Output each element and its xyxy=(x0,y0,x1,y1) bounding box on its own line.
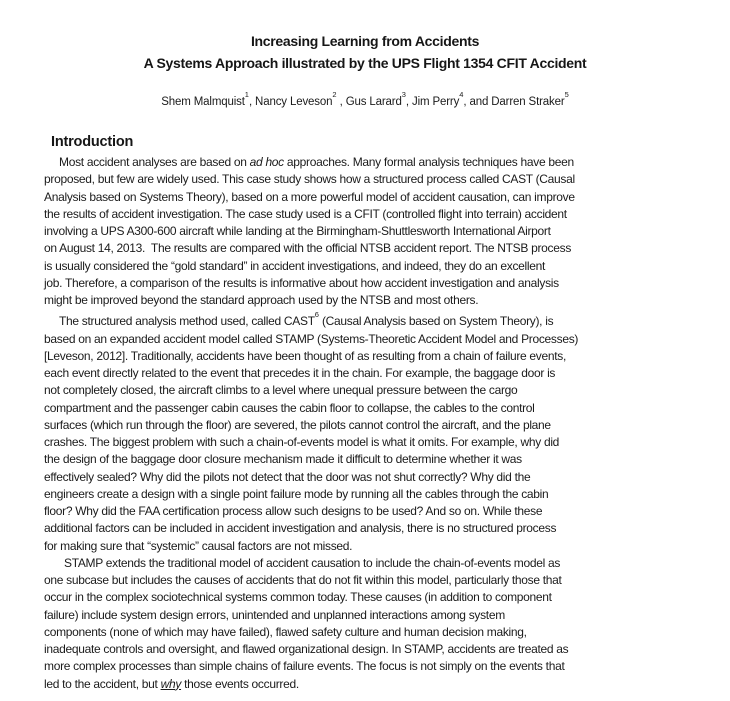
paper-title-line2: A Systems Approach illustrated by the UPS Flight 1354 CFIT Accident xyxy=(143,55,587,71)
text-line: based on an expanded accident model called STAMP (Systems-Theoretic Accident Model and Processes) xyxy=(44,331,579,346)
text-line: job. Therefore, a comparison of the results is informative about how accident investigation and analysis xyxy=(44,275,559,290)
text-line: is usually considered the “gold standard” in accident investigations, and indeed, they do an excellent xyxy=(44,258,546,273)
paper-title xyxy=(0,30,730,74)
text-line: involving a UPS A300-600 aircraft while landing at the Birmingham-Shuttlesworth International Airport xyxy=(44,224,551,238)
text-line: the results of accident investigation. The case study used is a CFIT (controlled flight into terrain) accident xyxy=(44,206,567,221)
text-line xyxy=(44,309,704,330)
text-line: not completely closed, the aircraft climbs to a level where unequal pressure between the cargo xyxy=(44,383,518,398)
text-line xyxy=(44,676,704,693)
paragraph-2 xyxy=(44,309,704,555)
text-line: compartment and the passenger cabin causes the cabin floor to collapse, the cables to the control xyxy=(44,400,535,415)
text-line: on August 14, 2013. The results are compared with the official NTSB accident report. The NTSB process xyxy=(44,241,572,256)
author-name: , Jim Perry xyxy=(405,95,460,108)
paragraph-1 xyxy=(44,154,704,309)
text-run: Most accident analyses are based on xyxy=(59,155,250,169)
section-heading-introduction: Introduction xyxy=(51,134,134,150)
text-line: for making sure that “systemic” causal factors are not missed. xyxy=(44,538,353,553)
text-line: failure) include system design errors, unintended and unplanned interactions among system xyxy=(44,607,505,622)
text-line: occur in the complex sociotechnical systems common today. These causes (in addition to component xyxy=(44,590,552,605)
text-line: Analysis based on Systems Theory), based on a more powerful model of accident causation, can improve xyxy=(44,189,575,204)
paper-title-line1: Increasing Learning from Accidents xyxy=(250,33,480,49)
author-name: Shem Malmquist xyxy=(161,95,245,108)
author-affiliation-ref: 4 xyxy=(459,89,464,99)
document-body xyxy=(44,154,704,693)
author-name: , Nancy Leveson xyxy=(248,95,333,108)
author-name: , Gus Larard xyxy=(336,95,402,108)
text-line: effectively sealed? Why did the pilots not detect that the door was not shut correctly? Why did the xyxy=(44,469,531,484)
text-line xyxy=(44,154,704,171)
author-line xyxy=(0,90,730,110)
text-run: (Causal Analysis based on System Theory), is xyxy=(318,314,554,329)
text-line: surfaces (which run through the floor) are severed, the pilots cannot control the aircraft, and the plane xyxy=(44,417,551,432)
text-run: approaches. Many formal analysis techniques have been xyxy=(283,155,574,169)
author-affiliation-ref: 2 xyxy=(332,89,337,99)
text-line: more complex processes than simple chains of failure events. The focus is not simply on the events that xyxy=(44,659,565,674)
text-line: proposed, but few are widely used. This case study shows how a structured process called CAST (Causal xyxy=(44,172,575,187)
italic-text: ad hoc xyxy=(249,155,284,169)
author-affiliation-ref: 1 xyxy=(244,89,249,99)
text-line: floor? Why did the FAA certification process allow such designs to be used? And so on. While these xyxy=(44,504,543,518)
text-line: each event directly related to the event that precedes it in the chain. For example, the baggage door is xyxy=(44,366,556,380)
text-line: additional factors can be included in accident investigation and analysis, there is no structured process xyxy=(44,521,557,536)
text-line: one subcase but includes the causes of accidents that do not fit within this model, particularly those that xyxy=(44,573,562,587)
text-run: led to the accident, but xyxy=(44,676,161,691)
text-line: the design of the baggage door closure mechanism made it difficult to determine whether it was xyxy=(44,452,522,467)
author-affiliation-ref: 3 xyxy=(401,89,406,99)
text-line: inadequate controls and oversight, and flawed organizational design. In STAMP, accidents are treated as xyxy=(44,642,569,656)
text-line: might be improved beyond the standard approach used by the NTSB and most others. xyxy=(44,293,479,307)
text-line: [Leveson, 2012]. Traditionally, accidents have been thought of as resulting from a chain of failure events, xyxy=(44,348,567,363)
italic-underlined-text: why xyxy=(160,676,182,691)
author-name: , and Darren Straker xyxy=(463,95,565,108)
text-run: those events occurred. xyxy=(181,676,299,691)
text-line: crashes. The biggest problem with such a chain-of-events model is what it omits. For example, why did xyxy=(44,435,560,449)
text-run: The structured analysis method used, called CAST xyxy=(59,314,315,329)
author-affiliation-ref: 5 xyxy=(564,89,569,99)
text-line: engineers create a design with a single point failure mode by running all the cables through the cabin xyxy=(44,486,549,501)
paragraph-3 xyxy=(44,555,704,693)
text-line: STAMP extends the traditional model of accident causation to include the chain-of-events model as xyxy=(64,555,561,570)
text-line: components (none of which may have failed), flawed safety culture and human decision making, xyxy=(44,624,527,639)
footnote-ref: 6 xyxy=(314,309,319,319)
